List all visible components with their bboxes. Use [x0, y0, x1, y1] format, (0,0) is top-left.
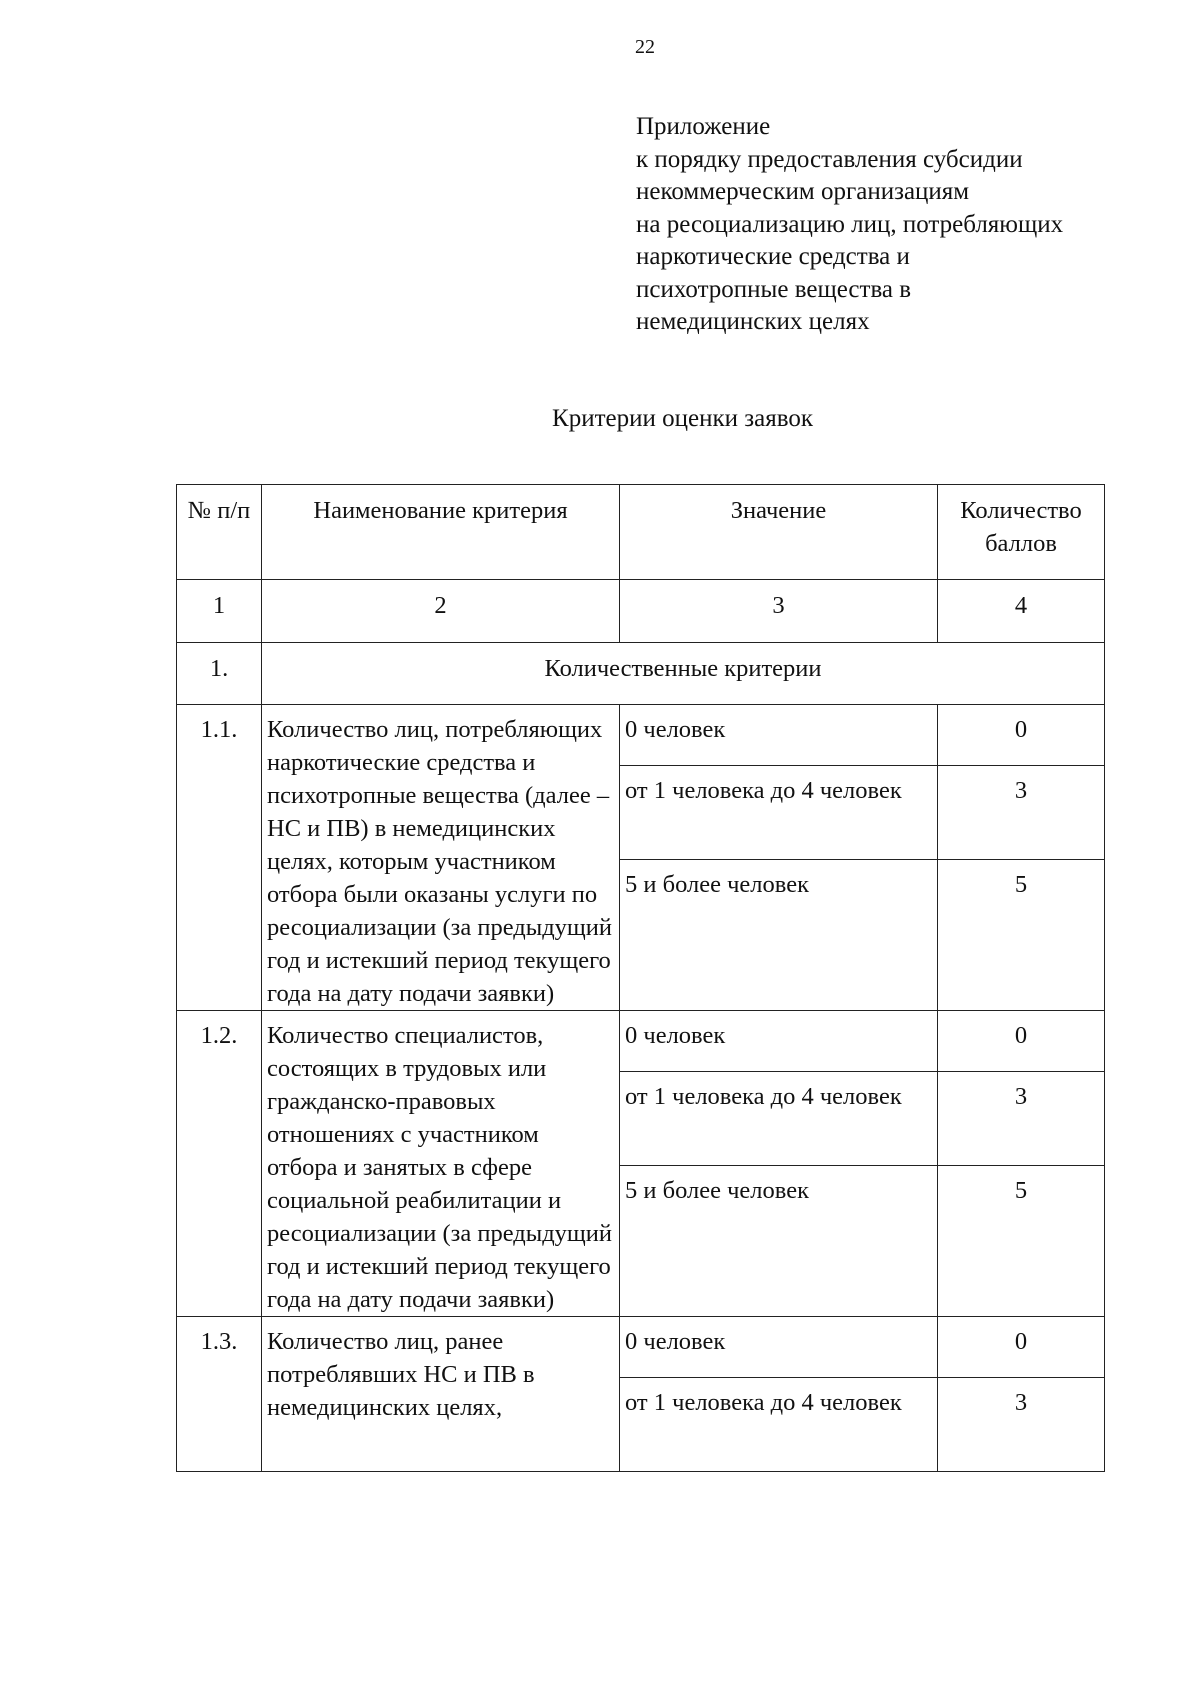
- column-number: 1: [177, 580, 262, 643]
- header-value: Значение: [620, 485, 938, 580]
- criterion-value: от 1 человека до 4 человек: [620, 766, 938, 860]
- section-label: Количественные критерии: [262, 643, 1105, 705]
- column-number-row: [177, 580, 1105, 643]
- column-number: 2: [262, 580, 620, 643]
- header-num: № п/п: [177, 485, 262, 580]
- criterion-points: 3: [938, 1378, 1105, 1472]
- table-row: [177, 1011, 1105, 1072]
- criterion-value: 5 и более человек: [620, 860, 938, 1011]
- criterion-points: 0: [938, 705, 1105, 766]
- criterion-num: 1.2.: [177, 1011, 262, 1317]
- column-number: 3: [620, 580, 938, 643]
- header-name: Наименование критерия: [262, 485, 620, 580]
- header-points: Количество баллов: [938, 485, 1105, 580]
- table-row: [177, 1317, 1105, 1378]
- criterion-value: 0 человек: [620, 705, 938, 766]
- document-title: Критерии оценки заявок: [552, 405, 813, 432]
- criterion-value: 5 и более человек: [620, 1166, 938, 1317]
- appendix-line: на ресоциализацию лиц, потребляющих: [636, 210, 1064, 238]
- criterion-name: Количество специалистов, состоящих в трудовых или гражданско-правовых отношениях с участником отбора и занятых в сфере социальной реабилитации и ресоциализации (за предыдущий год и истекший период текущего года на дату подачи заявки): [262, 1011, 620, 1317]
- criteria-table: [176, 484, 1105, 1472]
- criterion-points: 0: [938, 1317, 1105, 1378]
- criterion-value: от 1 человека до 4 человек: [620, 1378, 938, 1472]
- criterion-value: от 1 человека до 4 человек: [620, 1072, 938, 1166]
- criterion-points: 5: [938, 860, 1105, 1011]
- page-number: 22: [635, 36, 655, 58]
- criterion-points: 3: [938, 1072, 1105, 1166]
- appendix-line: некоммерческим организациям: [636, 178, 970, 205]
- appendix-block: [636, 111, 1063, 339]
- appendix-line: к порядку предоставления субсидии: [636, 145, 1023, 173]
- criterion-points: 3: [938, 766, 1105, 860]
- criterion-points: 5: [938, 1166, 1105, 1317]
- section-num: 1.: [177, 643, 262, 705]
- criterion-name: Количество лиц, ранее потреблявших НС и ПВ в немедицинских целях,: [262, 1317, 620, 1472]
- appendix-line: Приложение: [636, 113, 771, 140]
- criterion-value: 0 человек: [620, 1317, 938, 1378]
- appendix-line: немедицинских целях: [636, 308, 870, 335]
- appendix-line: наркотические средства и: [636, 243, 910, 270]
- section-row: [177, 643, 1105, 705]
- criterion-name: Количество лиц, потребляющих наркотические средства и психотропные вещества (далее – НС и ПВ) в немедицинских целях, которым участником отбора были оказаны услуги по ресоциализации (за предыдущий год и истекший период текущего года на дату подачи заявки): [262, 705, 620, 1011]
- table-row: [177, 705, 1105, 766]
- criterion-num: 1.1.: [177, 705, 262, 1011]
- criterion-points: 0: [938, 1011, 1105, 1072]
- criterion-value: 0 человек: [620, 1011, 938, 1072]
- column-number: 4: [938, 580, 1105, 643]
- criterion-num: 1.3.: [177, 1317, 262, 1472]
- appendix-line: психотропные вещества в: [636, 275, 912, 303]
- table-header-row: [177, 485, 1105, 580]
